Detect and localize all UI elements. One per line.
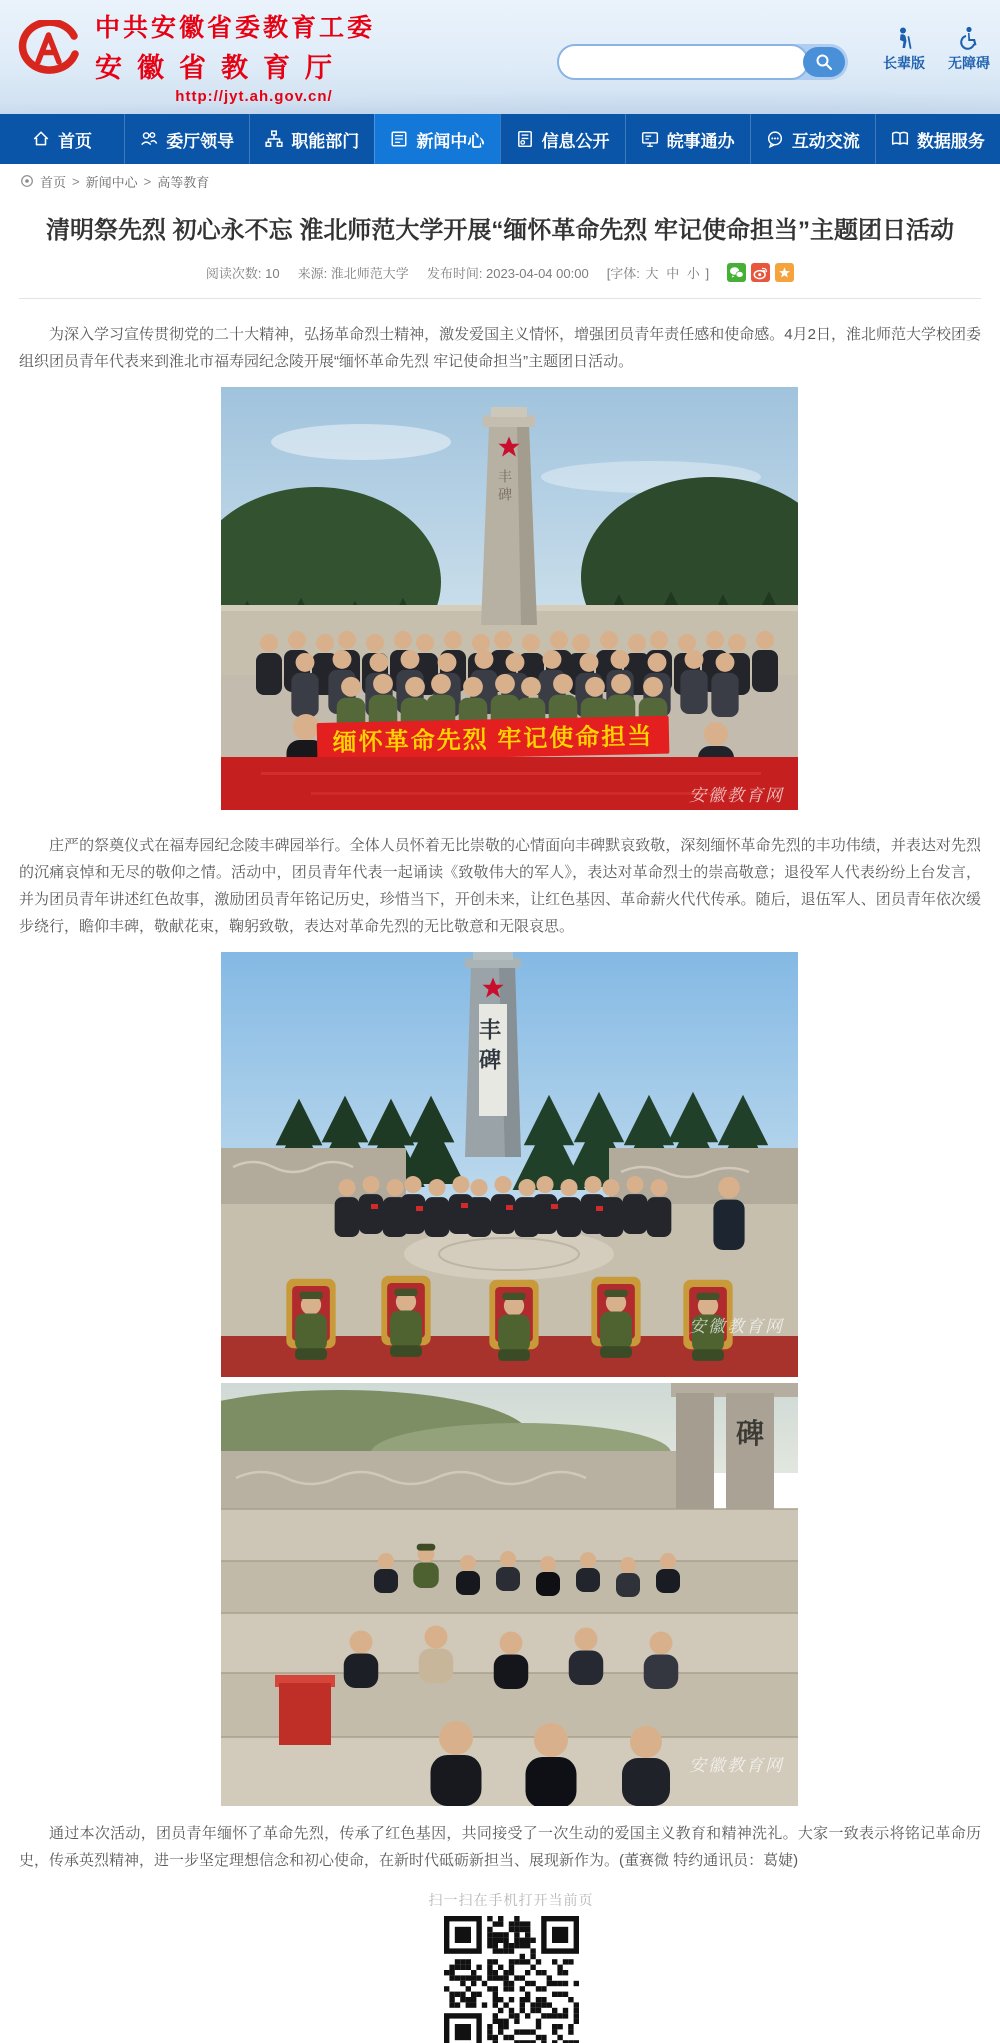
photo-steps-discussion [221, 1383, 798, 1806]
font-size-medium[interactable]: 中 [666, 266, 680, 281]
elderly-version-label: 长辈版 [883, 55, 925, 71]
article-image-1 [221, 387, 798, 810]
nav-item-label: 互动交流 [791, 131, 860, 151]
banner-text: 缅怀革命先烈 牢记使命担当 [332, 722, 654, 757]
nav-item-label: 职能部门 [291, 131, 360, 151]
data-services-icon [891, 130, 909, 148]
search-bar [557, 44, 848, 80]
breadcrumb [0, 164, 1000, 198]
photo-watermark: 安徽教育网 [689, 786, 784, 805]
paragraph-1: 为深入学习宣传贯彻党的二十大精神，弘扬革命烈士精神，激发爱国主义情怀，增强团员青年责任感和使命感。4月2日，淮北师范大学校团委组织团员青年代表来到淮北市福寿园纪念陵开展“缅怀革命先烈 牢记使命担当”主题团日活动。 [19, 326, 981, 370]
font-size-label-close: ] [705, 266, 710, 281]
elderly-person-icon [892, 26, 916, 50]
elderly-version-button[interactable] [876, 26, 932, 73]
font-size-control [607, 263, 709, 282]
accessibility-button[interactable] [941, 26, 997, 73]
nav-item-label: 首页 [58, 131, 93, 151]
site-header [0, 0, 1000, 114]
accessibility-label: 无障碍 [948, 55, 990, 71]
breadcrumb-separator: > [143, 173, 152, 189]
article-image-3 [221, 1383, 798, 1806]
nav-item-info-disclosure[interactable] [500, 114, 625, 164]
qr-section [0, 1890, 1000, 2043]
leaders-icon [140, 130, 158, 148]
qr-code [444, 1916, 579, 2043]
article-meta [0, 263, 1000, 282]
nav-item-label: 数据服务 [916, 131, 985, 151]
article-source: 来源: 淮北师范大学 [297, 266, 409, 281]
title-divider [19, 298, 981, 299]
wheelchair-icon [957, 26, 981, 50]
main-nav [0, 114, 1000, 164]
nav-item-news-center[interactable] [374, 114, 499, 164]
departments-icon [265, 130, 283, 148]
article [0, 212, 1000, 1874]
view-count: 阅读次数: 10 [205, 266, 280, 281]
org-name-line2: 安徽省教育厅 [95, 53, 347, 83]
online-services-icon [641, 130, 659, 148]
font-size-small[interactable]: 小 [686, 266, 700, 281]
font-size-label: [字体: [606, 266, 640, 281]
wechat-share-icon[interactable] [727, 263, 746, 282]
nav-item-leaders[interactable] [124, 114, 249, 164]
nav-item-label: 皖事通办 [666, 131, 735, 151]
nav-item-departments[interactable] [249, 114, 374, 164]
nav-item-label: 新闻中心 [416, 131, 485, 151]
breadcrumb-news-center[interactable]: 新闻中心 [85, 174, 138, 190]
site-logo[interactable] [16, 20, 86, 78]
nav-item-label: 信息公开 [541, 131, 610, 151]
breadcrumb-separator: > [72, 173, 80, 189]
favorite-share-icon[interactable] [775, 263, 794, 282]
nav-item-home[interactable] [0, 114, 124, 164]
info-disclosure-icon [516, 130, 534, 148]
org-name-line1: 中共安徽省委教育工委 [95, 14, 376, 42]
site-url[interactable]: http://jyt.ah.gov.cn/ [175, 88, 333, 105]
nav-item-label: 委厅领导 [166, 131, 235, 151]
paragraph-3: 通过本次活动，团员青年缅怀了革命先烈，传承了红色基因，共同接受了一次生动的爱国主义教育和精神洗礼。大家一致表示将铭记革命历史，传承英烈精神，进一步坚定理想信念和初心使命，在新时代砥砺新担当、展现新作为。(董赛微 特约通讯员：葛婕) [19, 1825, 981, 1869]
nav-item-data-services[interactable] [875, 114, 1000, 164]
qr-code-image [444, 1916, 579, 2043]
nav-item-online-services[interactable] [625, 114, 750, 164]
paragraph-2: 庄严的祭奠仪式在福寿园纪念陵丰碑园举行。全体人员怀着无比崇敬的心情面向丰碑默哀致敬，深刻缅怀革命先烈的丰功伟绩，并表达对先烈的沉痛哀悼和无尽的敬仰之情。活动中，团员青年代表一起诵读《致敬伟大的军人》，表达对革命烈士的崇高敬意；退役军人代表纷纷上台发言，并为团员青年讲述红色故事，激励团员青年铭记历史，珍惜当下，开创未来，让红色基因、革命薪火代代传承。随后，退伍军人、团员青年依次缓步绕行，瞻仰丰碑，敬献花束，鞠躬致敬，表达对革命先烈的无比敬意和无限哀思。 [19, 837, 981, 935]
photo-watermark: 安徽教育网 [689, 1756, 784, 1775]
logo-icon [16, 20, 86, 78]
font-size-large[interactable]: 大 [645, 266, 659, 281]
search-input[interactable] [557, 44, 809, 80]
monument-inscription: 丰碑 [476, 1018, 502, 1078]
breadcrumb-higher-education[interactable]: 高等教育 [157, 174, 210, 190]
nav-item-interaction[interactable] [750, 114, 875, 164]
photo-monument-group [221, 387, 798, 810]
location-icon [20, 174, 34, 188]
monument-inscription: 碑 [735, 1418, 765, 1449]
article-title: 清明祭先烈 初心永不忘 淮北师范大学开展“缅怀革命先烈 牢记使命担当”主题团日活动 [45, 217, 954, 244]
home-icon [32, 130, 50, 148]
search-icon [815, 53, 833, 71]
monument-inscription: 丰碑 [497, 469, 513, 505]
site-title-block [95, 8, 413, 105]
weibo-share-icon[interactable] [751, 263, 770, 282]
qr-caption: 扫一扫在手机打开当前页 [428, 1892, 594, 1908]
share-buttons [727, 263, 794, 282]
article-image-2 [221, 952, 798, 1377]
search-button[interactable] [803, 47, 845, 77]
breadcrumb-home[interactable]: 首页 [40, 174, 67, 190]
publish-time: 发布时间: 2023-04-04 00:00 [426, 266, 589, 281]
photo-ceremony-reading [221, 952, 798, 1377]
interaction-icon [766, 130, 784, 148]
news-icon [390, 130, 408, 148]
photo-watermark: 安徽教育网 [689, 1317, 784, 1336]
